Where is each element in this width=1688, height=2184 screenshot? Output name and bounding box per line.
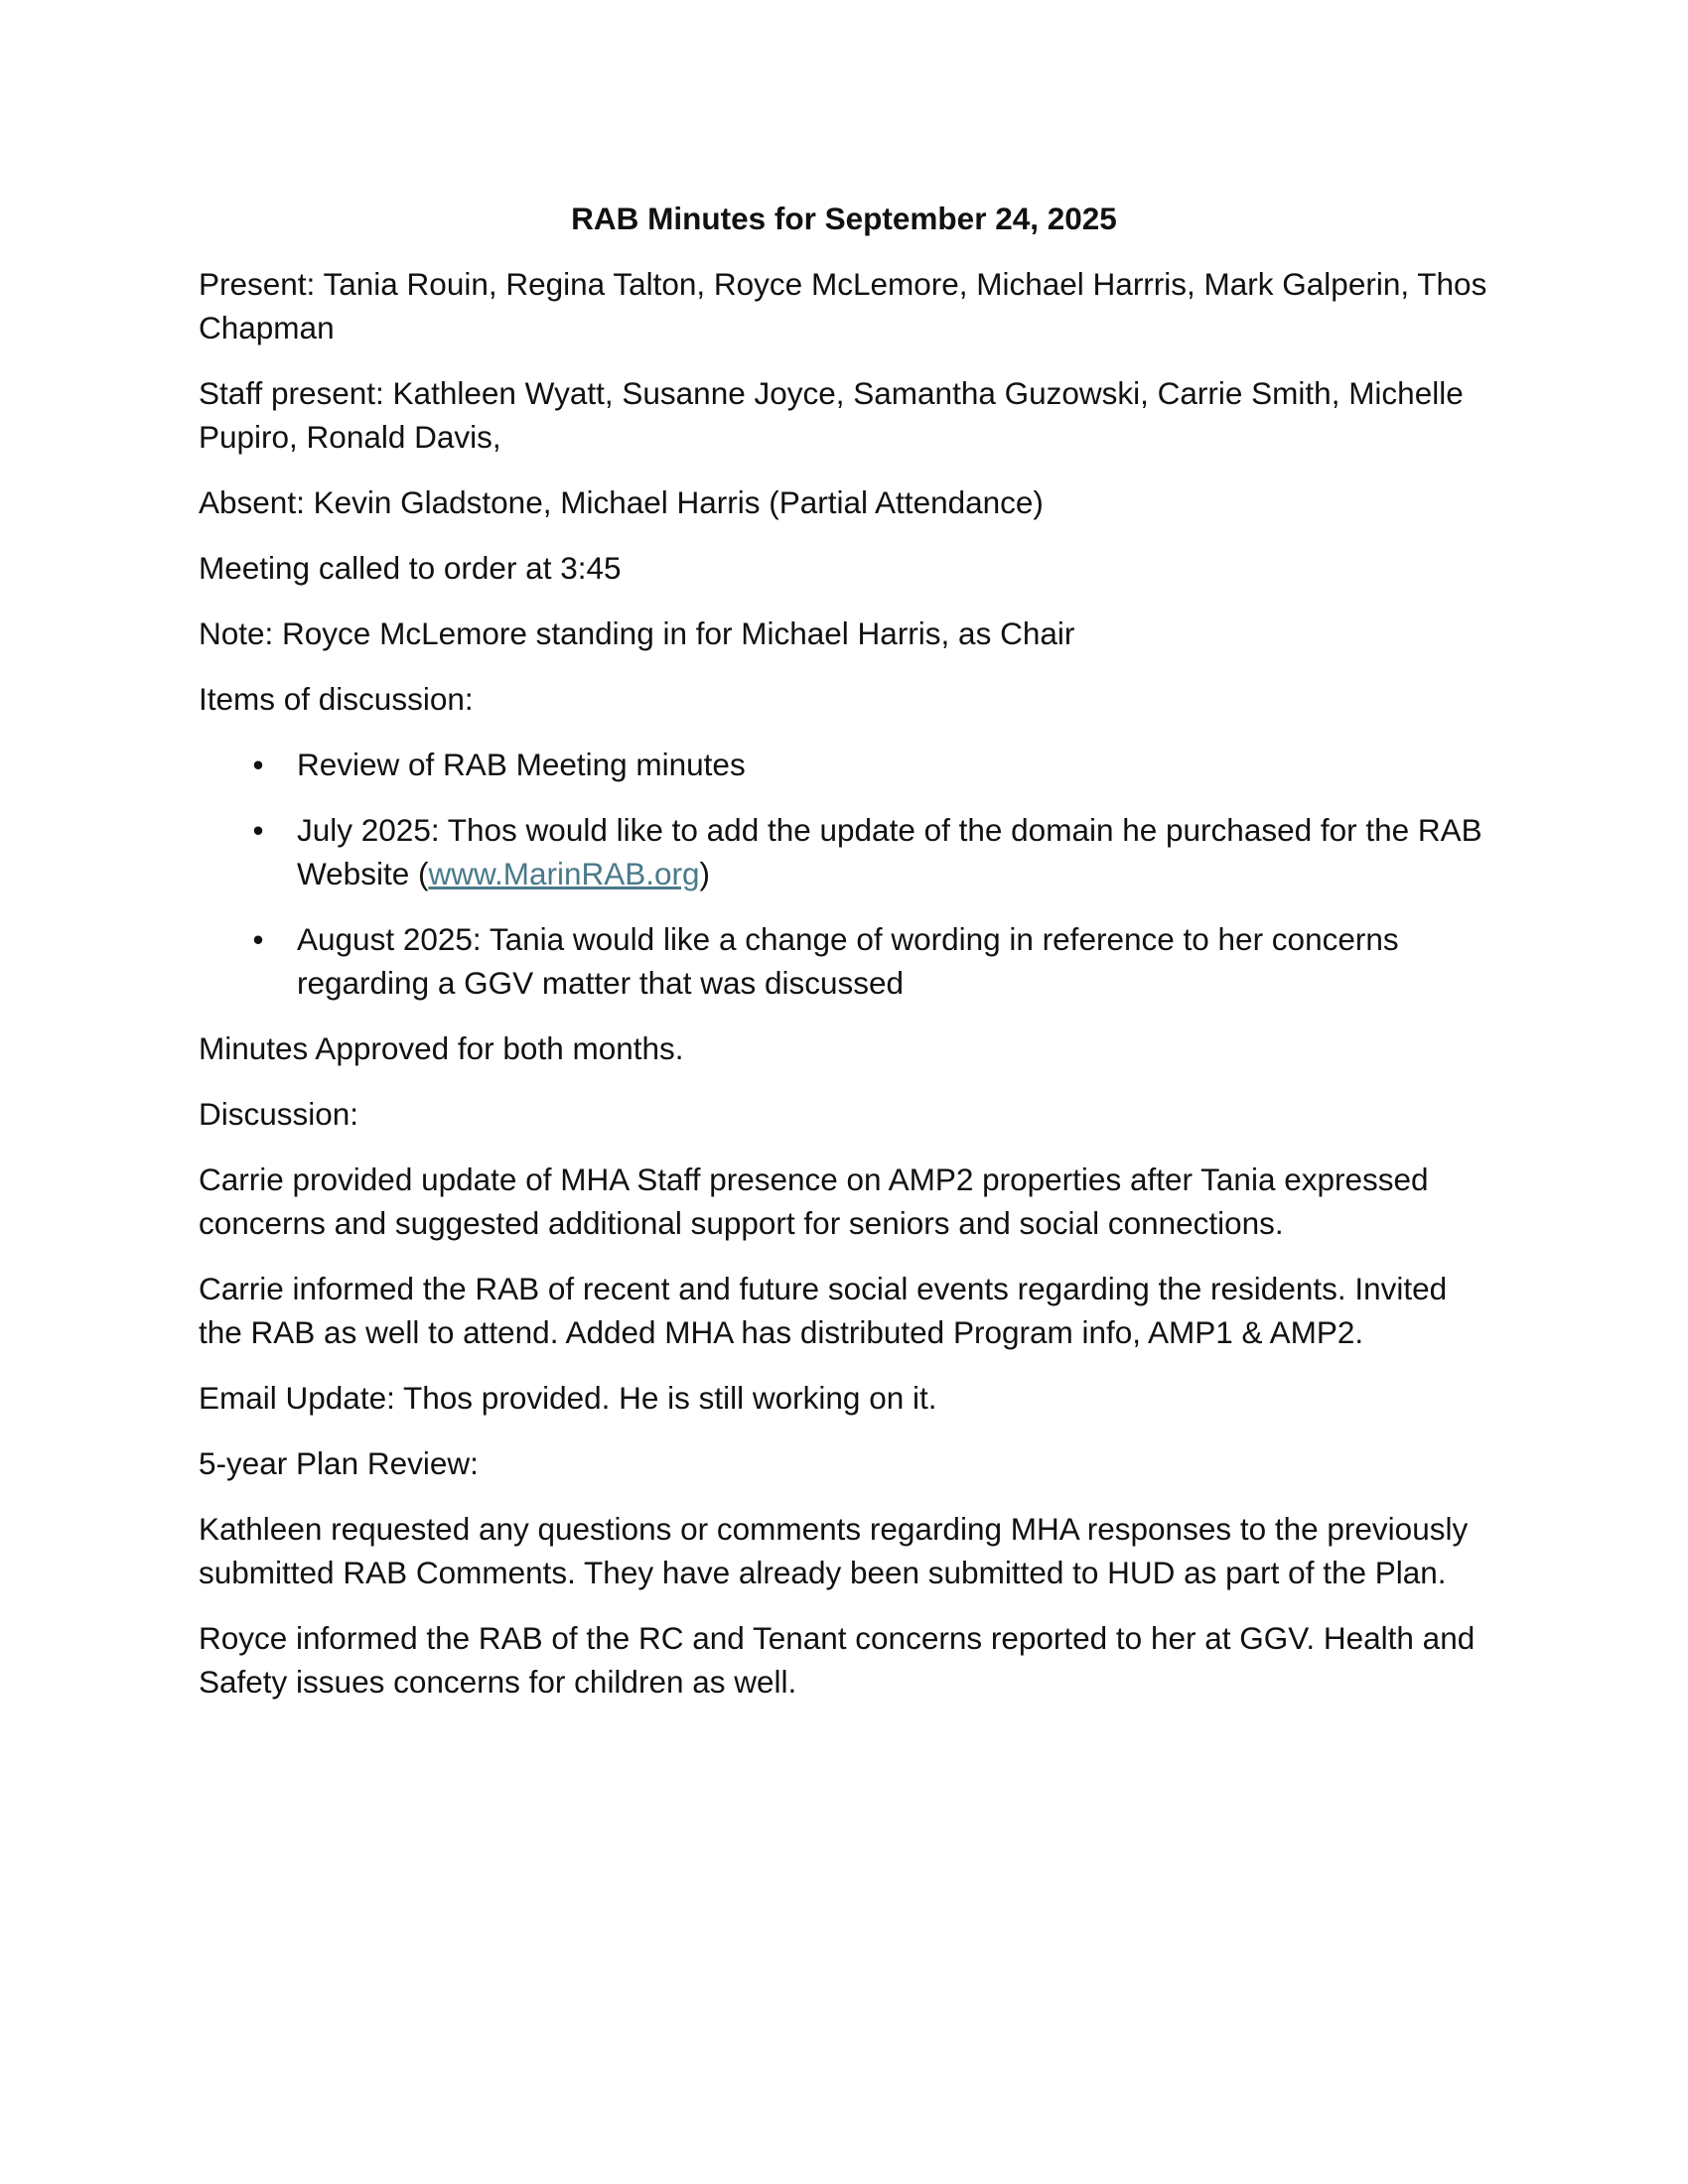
list-item <box>199 917 1489 1005</box>
email-update: Email Update: Thos provided. He is still working on it. <box>199 1380 937 1416</box>
website-link[interactable]: www.MarinRAB.org <box>428 856 700 891</box>
plan-review-heading: 5-year Plan Review: <box>199 1445 479 1481</box>
bullet-icon: • <box>252 812 264 848</box>
minutes-approved: Minutes Approved for both months. <box>199 1030 684 1066</box>
absent-attendees: Absent: Kevin Gladstone, Michael Harris (Partial Attendance) <box>199 484 1044 520</box>
carrie-events: Carrie informed the RAB of recent and future social events regarding the residents. Invited the RAB as well to attend. Added MHA has distributed Program info, AMP1 & AMP2. <box>199 1271 1448 1350</box>
bullet-icon: • <box>252 921 264 957</box>
called-to-order: Meeting called to order at 3:45 <box>199 550 622 586</box>
discussion-heading: Discussion: <box>199 1096 359 1132</box>
document-body <box>199 197 1489 1725</box>
list-item-text-end: ) <box>699 856 711 891</box>
list-item <box>199 743 1489 786</box>
list-item-text: Review of RAB Meeting minutes <box>297 747 746 782</box>
list-item <box>199 808 1489 895</box>
discussion-items-list <box>199 743 1489 1005</box>
carrie-update: Carrie provided update of MHA Staff presence on AMP2 properties after Tania expressed concerns and suggested additional support for seniors and social connections. <box>199 1161 1429 1241</box>
document-title: RAB Minutes for September 24, 2025 <box>571 201 1117 236</box>
list-item-text: August 2025: Tania would like a change of wording in reference to her concerns regarding a GGV matter that was discussed <box>297 921 1399 1001</box>
kathleen-request: Kathleen requested any questions or comments regarding MHA responses to the previously submitted RAB Comments. They have already been submitted to HUD as part of the Plan. <box>199 1511 1469 1590</box>
staff-present: Staff present: Kathleen Wyatt, Susanne Joyce, Samantha Guzowski, Carrie Smith, Michelle Pupiro, Ronald Davis, <box>199 375 1464 455</box>
royce-report: Royce informed the RAB of the RC and Tenant concerns reported to her at GGV. Health and Safety issues concerns for children as well. <box>199 1620 1476 1700</box>
list-item-text: July 2025: Thos would like to add the update of the domain he purchased for the RAB Website ( <box>297 812 1482 891</box>
items-heading: Items of discussion: <box>199 681 474 717</box>
chair-note: Note: Royce McLemore standing in for Michael Harris, as Chair <box>199 615 1075 651</box>
present-attendees: Present: Tania Rouin, Regina Talton, Royce McLemore, Michael Harrris, Mark Galperin, Thos Chapman <box>199 266 1487 345</box>
bullet-icon: • <box>252 747 264 782</box>
